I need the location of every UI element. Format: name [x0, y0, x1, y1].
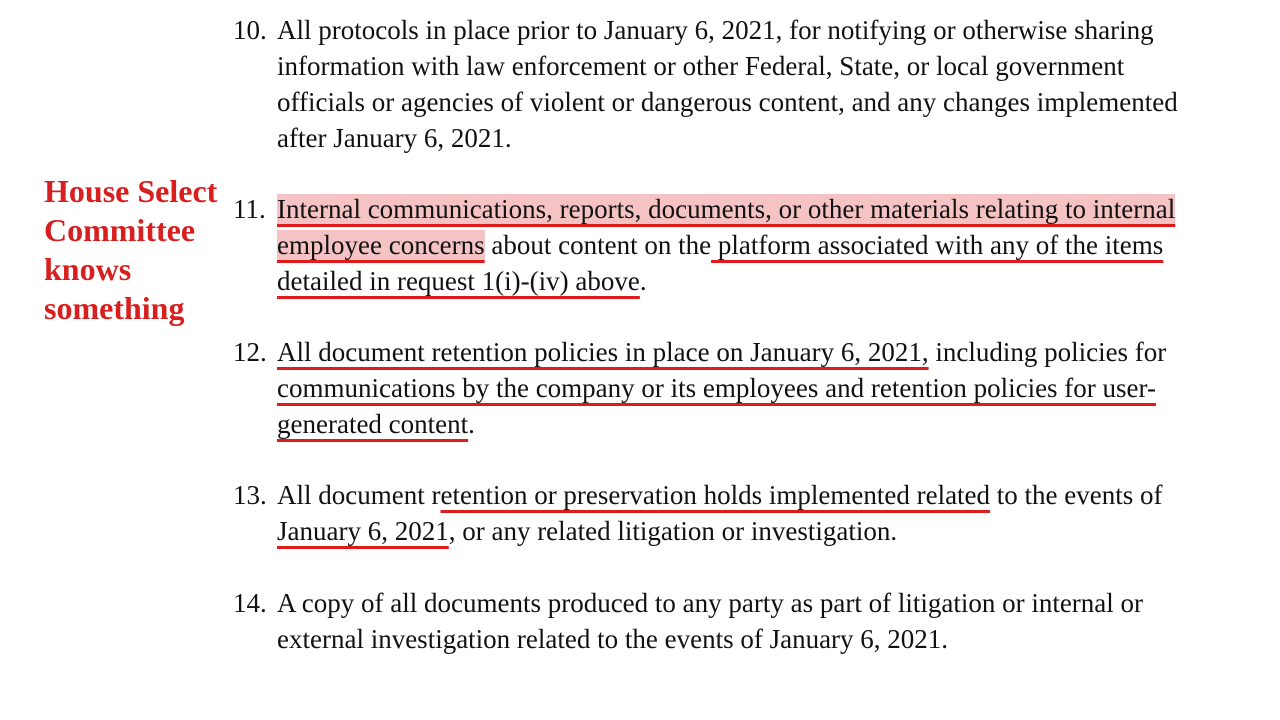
item-text-line — [277, 406, 1243, 442]
request-item-13 — [233, 477, 1243, 549]
item-text-line: external investigation related to the events of January 6, 2021. — [277, 624, 949, 654]
underlined-text: All document retention policies in place on January 6, 2021, — [277, 337, 929, 367]
item-text-line — [277, 263, 1243, 299]
item-text-line: All protocols in place prior to January 6, 2021, for notifying or otherwise sharing — [277, 15, 1154, 45]
plain-text: , or any related litigation or investigation. — [448, 516, 898, 546]
item-text-line: after January 6, 2021. — [277, 123, 512, 153]
annotation-line: something — [44, 290, 185, 326]
plain-text: including policies for — [928, 337, 1167, 367]
underlined-text: platform associated with any of the items — [711, 230, 1164, 260]
item-text-line: information with law enforcement or other Federal, State, or local government — [277, 51, 1125, 81]
plain-text: All document r — [277, 480, 441, 510]
plain-text: . — [639, 266, 647, 296]
plain-text: to the events of — [990, 480, 1163, 510]
request-item-11 — [233, 191, 1243, 299]
item-text-line — [277, 227, 1243, 263]
underlined-text: detailed in request 1(i)-(iv) above — [277, 266, 640, 296]
item-text-line: A copy of all documents produced to any party as part of litigation or internal or — [277, 588, 1144, 618]
underlined-text: communications by the company or its employees and retention policies for user- — [277, 373, 1156, 403]
underlined-text: January 6, 2021 — [277, 516, 449, 546]
item-text-line — [277, 191, 1243, 227]
request-item-14 — [233, 585, 1243, 657]
annotation-line: House Select — [44, 173, 218, 209]
underlined-text: etention or preservation holds implemented related — [440, 480, 991, 510]
plain-text: about content on the — [484, 230, 712, 260]
item-text-line — [277, 477, 1243, 513]
item-number: 13. — [233, 480, 267, 510]
annotation-callout — [44, 172, 244, 328]
item-text-line: officials or agencies of violent or dangerous content, and any changes implemented — [277, 87, 1178, 117]
annotation-line: Committee — [44, 212, 196, 248]
item-number: 12. — [233, 337, 267, 367]
underlined-text: generated content — [277, 409, 469, 439]
item-number: 11. — [233, 194, 266, 224]
item-number: 10. — [233, 15, 267, 45]
plain-text: . — [468, 409, 475, 439]
highlighted-text: Internal communications, reports, documents, or other materials relating to internal — [277, 194, 1176, 224]
request-item-12 — [233, 334, 1243, 442]
request-item-10 — [233, 12, 1243, 156]
item-text-line — [277, 370, 1243, 406]
item-text-line — [277, 334, 1243, 370]
highlighted-text: employee concerns — [277, 230, 485, 260]
annotation-line: knows — [44, 251, 132, 287]
item-number: 14. — [233, 588, 267, 618]
item-text-line — [277, 513, 1243, 549]
